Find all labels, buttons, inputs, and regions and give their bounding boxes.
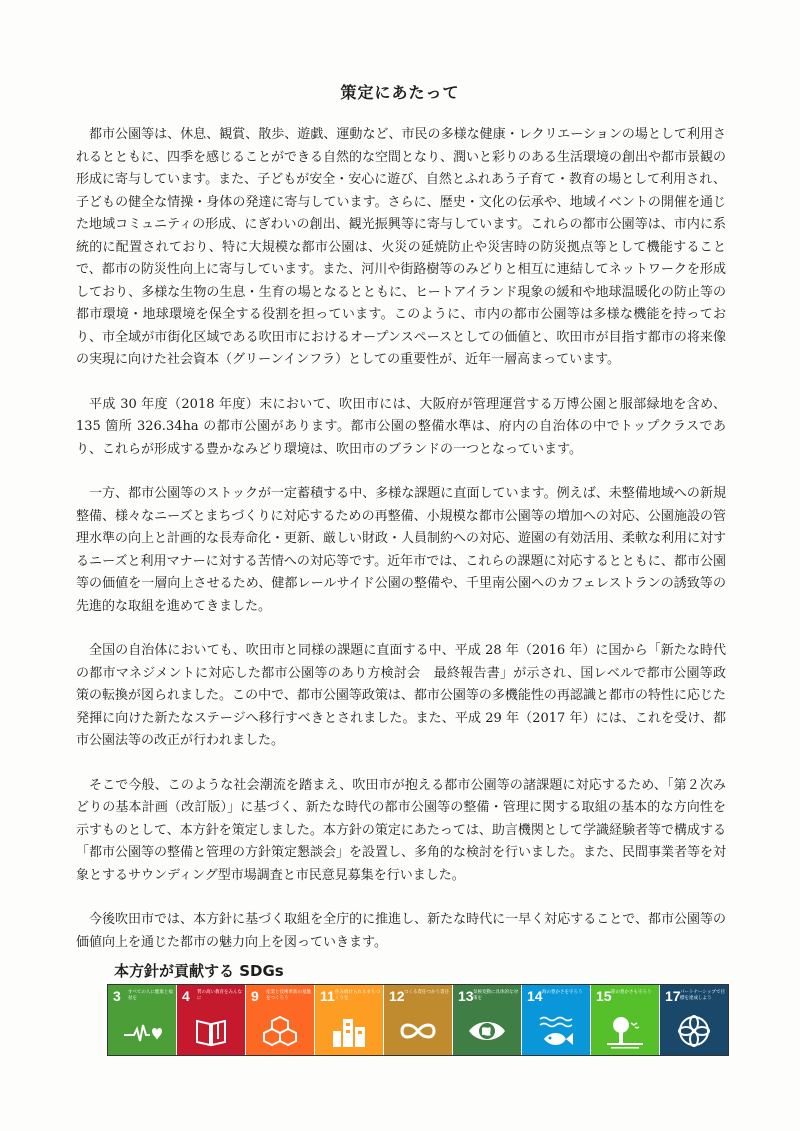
sdg-number: 15 bbox=[596, 988, 612, 1004]
sdg-tile-4 bbox=[177, 985, 246, 1055]
sdg-number: 14 bbox=[527, 988, 543, 1004]
sdg-caption: 陸の豊かさも守ろう bbox=[611, 990, 652, 995]
sdg-tile-9 bbox=[246, 985, 315, 1055]
paragraph: 全国の自治体においても、吹田市と同様の課題に直面する中、平成 28 年（2016 年）に国から「新たな時代の都市マネジメントに対応した都市公園等のあり方検討会 最終報告書」が示され、国レベルで都市公園等政策の転換が図られました。この中で、都市公園等政策は、都市公園等の多機能性の再認識と都市の特性に応じた発揮に向けた新たなステージへ移行すべきとされました。また、平成 29 年（2017 年）には、これを受け、都市公園法等の改正が行われました。 bbox=[76, 643, 726, 748]
sdg-caption: 産業と技術革新の基盤をつくろう bbox=[266, 990, 311, 1001]
sdg-tile-12 bbox=[384, 985, 453, 1055]
sdg-tile-17 bbox=[660, 985, 728, 1055]
sdg-number: 12 bbox=[389, 988, 405, 1004]
fish-icon bbox=[522, 1013, 590, 1049]
sdg-tile-3 bbox=[108, 985, 177, 1055]
paragraph: 平成 30 年度（2018 年度）末において、吹田市には、大阪府が管理運営する万博公園と服部緑地を含め、135 箇所 326.34ha の都市公園があります。都市公園の整備水準は、府内の自治体の中でトップクラスであり、これらが形成する豊かなみどり環境は、吹田市のブランドの一つとなっています。 bbox=[76, 396, 726, 457]
cubes-icon bbox=[246, 1013, 314, 1049]
paragraph: 都市公園等は、休息、観賞、散歩、遊戯、運動など、市民の多様な健康・レクリエーションの場として利用されるとともに、四季を感じることができる自然的な空間となり、潤いと彩りのある生活環境の創出や都市景観の形成に寄与しています。また、子どもが安全・安心に遊び、自然とふれあう子育て・教育の場として利用され、子どもの健全な情操・身体の発達に寄与しています。さらに、歴史・文化の伝承や、地域イベントの開催を通じた地域コミュニティの形成、にぎわいの創出、観光振興等に寄与しています。これらの都市公園等は、市内に系統的に配置されており、特に大規模な都市公園は、火災の延焼防止や災害時の防災拠点等として機能することで、都市の防災性向上に寄与しています。また、河川や街路樹等のみどりと相互に連結してネットワークを形成しており、多様な生物の生息・生育の場となるとともに、ヒートアイランド現象の緩和や地球温暖化の防止等の都市環境・地球環境を保全する役割を担っています。このように、市内の都市公園等は多様な機能を持っており、市全域が市街化区域である吹田市におけるオープンスペースとしての価値と、吹田市が目指す都市の将来像の実現に向けた社会資本（グリーンインフラ）としての重要性が、近年一層高まっています。 bbox=[76, 127, 727, 367]
eye-globe-icon bbox=[453, 1013, 521, 1049]
sdg-caption: つくる責任つかう責任 bbox=[404, 990, 449, 995]
paragraph: そこで今般、このような社会潮流を踏まえ、吹田市が抱える都市公園等の諸課題に対応するため、「第２次みどりの基本計画（改訂版）」に基づく、新たな時代の都市公園等の整備・管理に関する取組の基本的な方向性を示すものとして、本方針を策定しました。本方針の策定にあたっては、助言機関として学識経験者等で構成する「都市公園等の整備と管理の方針策定懇談会」を設置し、多角的な検討を行いました。また、民間事業者等を対象とするサウンディング型市場調査と市民意見募集を行いました。 bbox=[76, 777, 727, 883]
sdg-caption: 質の高い教育をみんなに bbox=[197, 990, 242, 1001]
heartbeat-icon bbox=[108, 1013, 176, 1049]
sdg-icon-row bbox=[107, 984, 729, 1056]
paragraph: 一方、都市公園等のストックが一定蓄積する中、多様な課題に直面しています。例えば、未整備地域への新規整備、様々なニーズとまちづくりに対応するための再整備、小規模な都市公園等の増加への対応、公園施設の管理水準の向上と計画的な長寿命化・更新、厳しい財政・人員制約への対応、遊園の有効活用、柔軟な利用に対するニーズと利用マナーに対する苦情への対応等です。近年市では、これらの課題に対応するとともに、都市公園等の価値を一層向上させるため、健都レールサイド公園の整備や、千里南公園へのカフェレストランの誘致等の先進的な取組を進めてきました。 bbox=[76, 486, 727, 614]
book-icon bbox=[177, 1013, 245, 1049]
sdg-tile-13 bbox=[453, 985, 522, 1055]
sdg-tile-11 bbox=[315, 985, 384, 1055]
body-text bbox=[76, 124, 726, 976]
sdg-caption: すべての人に健康と福祉を bbox=[128, 990, 173, 1001]
sdg-caption: 海の豊かさを守ろう bbox=[542, 990, 583, 995]
sdg-number: 9 bbox=[251, 988, 259, 1004]
sdg-tile-15 bbox=[591, 985, 660, 1055]
sdg-number: 4 bbox=[182, 988, 190, 1004]
sdg-caption: 気候変動に具体的な対策を bbox=[473, 990, 518, 1001]
sdg-tile-14 bbox=[522, 985, 591, 1055]
city-icon bbox=[315, 1013, 383, 1049]
sdg-number: 17 bbox=[665, 988, 681, 1004]
sdg-number: 13 bbox=[458, 988, 474, 1004]
sdg-number: 11 bbox=[320, 988, 335, 1004]
tree-icon bbox=[591, 1013, 659, 1049]
sdg-heading: 本方針が貢献する SDGs bbox=[114, 962, 284, 980]
sdg-number: 3 bbox=[113, 988, 121, 1004]
sdg-caption: パートナーシップで目標を達成しよう bbox=[680, 990, 725, 1001]
flower-icon bbox=[660, 1013, 728, 1049]
sdg-caption: 住み続けられるまちづくりを bbox=[335, 990, 380, 1001]
infinity-icon bbox=[384, 1013, 452, 1049]
paragraph: 今後吹田市では、本方針に基づく取組を全庁的に推進し、新たな時代に一早く対応することで、都市公園等の価値向上を通じた都市の魅力向上を図っていきます。 bbox=[76, 912, 726, 950]
page-title: 策定にあたって bbox=[340, 83, 460, 102]
